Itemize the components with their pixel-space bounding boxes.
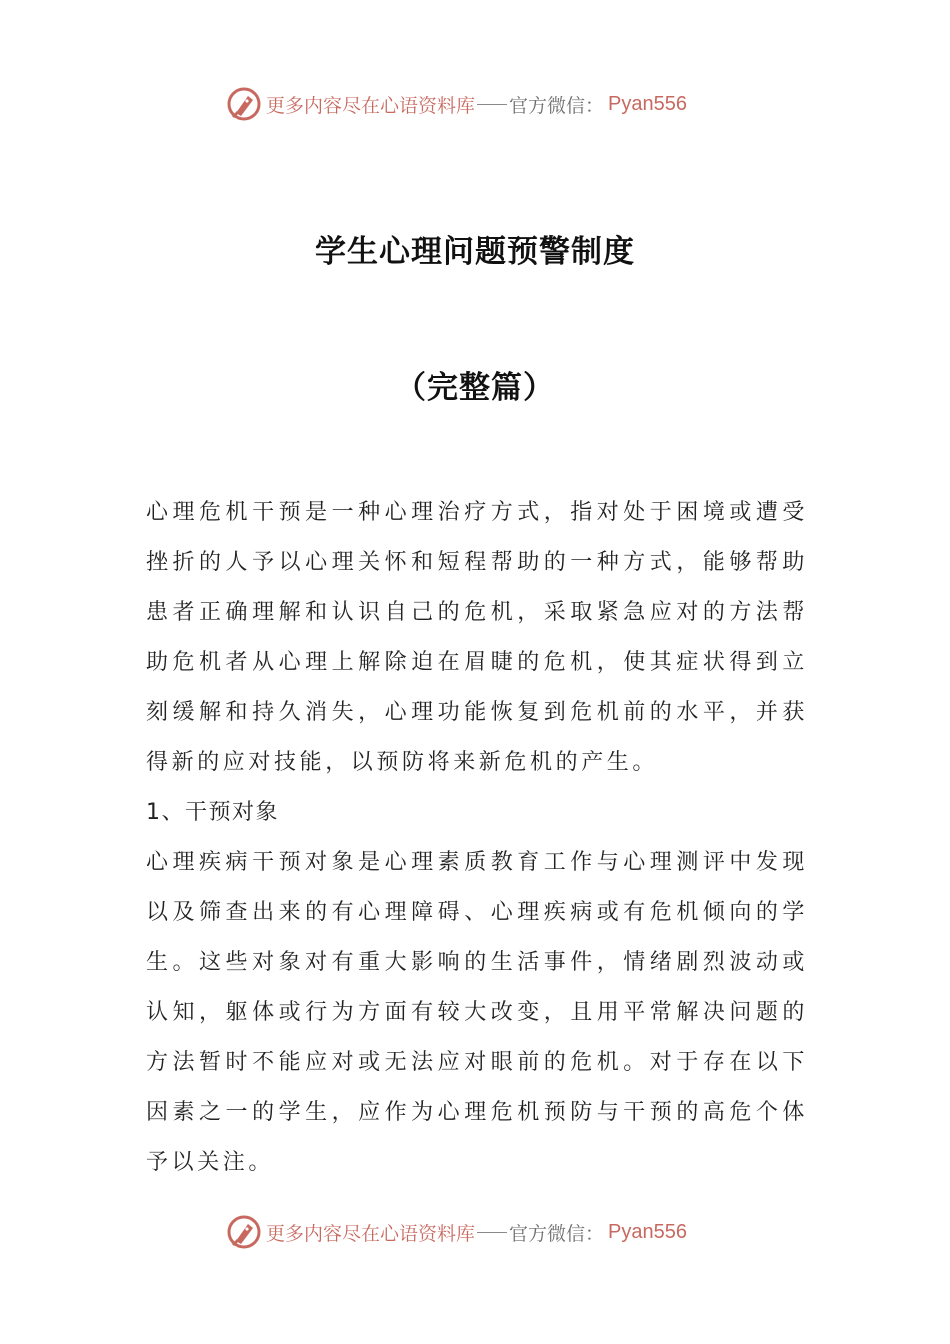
document-body	[146, 488, 808, 1188]
document-title: 学生心理问题预警制度	[315, 234, 635, 270]
watermark-dash	[477, 1232, 507, 1233]
intro-paragraph: 心理危机干预是一种心理治疗方式，指对处于困境或遭受挫折的人予以心理关怀和短程帮助的一种方式，能够帮助患者正确理解和认识自己的危机，采取紧急应对的方法帮助危机者从心理上解除迫在眉睫的危机，使其症状得到立刻缓解和持久消失，心理功能恢复到危机前的水平，并获得新的应对技能，以预防将来新危机的产生。	[146, 500, 808, 775]
footer-watermark	[226, 1212, 786, 1252]
pen-nib-logo-icon	[226, 86, 262, 122]
document-subtitle: （完整篇）	[395, 370, 555, 406]
watermark-dash	[477, 104, 507, 105]
watermark-brand-text: 更多内容尽在心语资料库	[266, 94, 476, 117]
header-watermark	[226, 84, 786, 124]
watermark-wechat-id: Pyan556	[608, 92, 687, 115]
section-heading: 1、干预对象	[146, 800, 279, 825]
watermark-label-text: 官方微信：	[509, 1222, 605, 1245]
section-paragraph: 心理疾病干预对象是心理素质教育工作与心理测评中发现以及筛查出来的有心理障碍、心理疾病或有危机倾向的学生。这些对象对有重大影响的生活事件，情绪剧烈波动或认知，躯体或行为方面有较大改变，且用平常解决问题的方法暂时不能应对或无法应对眼前的危机。对于存在以下因素之一的学生，应作为心理危机预防与干预的高危个体予以关注。	[146, 850, 808, 1175]
watermark-wechat-id: Pyan556	[608, 1220, 687, 1243]
watermark-brand-text: 更多内容尽在心语资料库	[266, 1222, 476, 1245]
watermark-label-text: 官方微信：	[509, 94, 605, 117]
pen-nib-logo-icon	[226, 1214, 262, 1250]
